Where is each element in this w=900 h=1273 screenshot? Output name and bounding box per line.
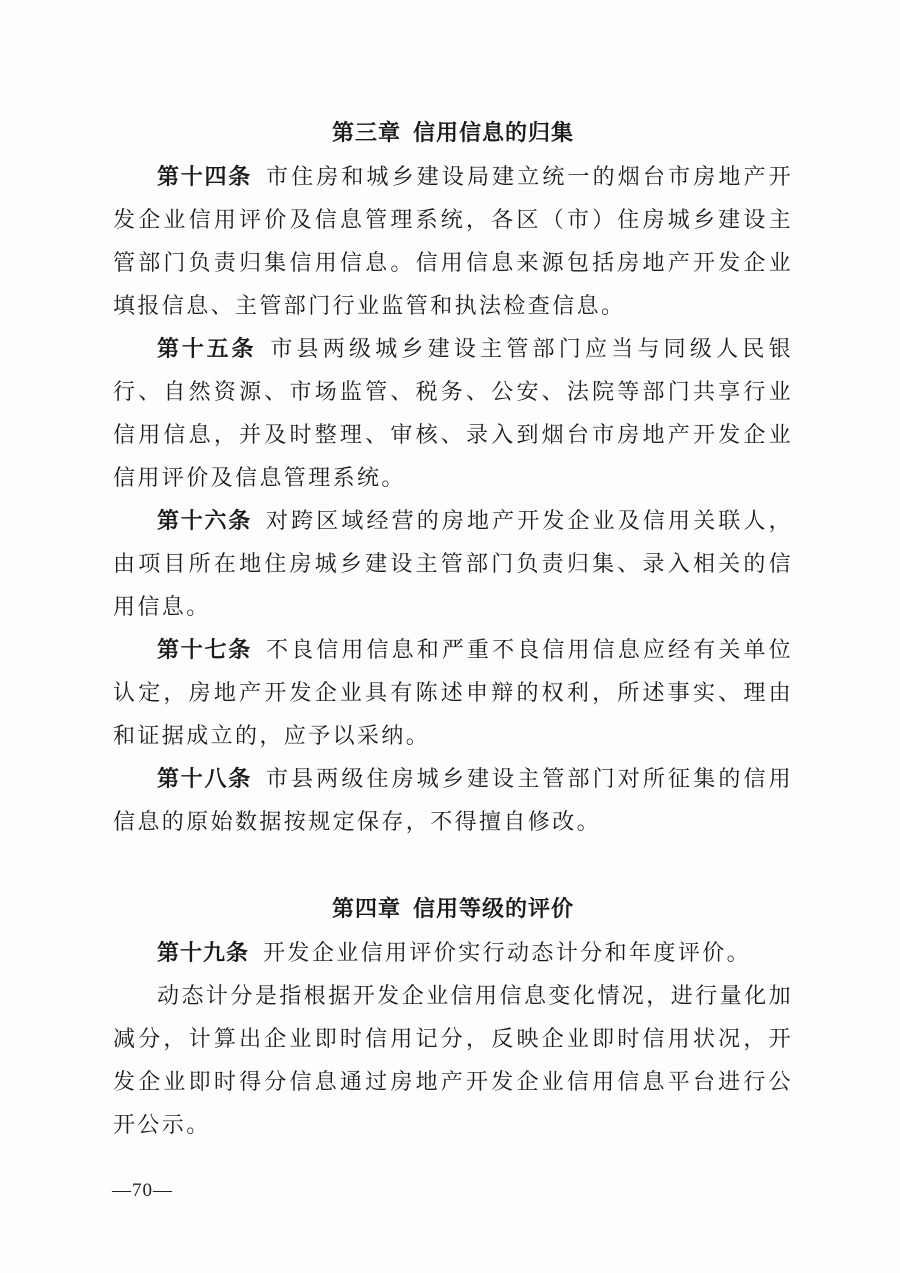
article-17 (113, 629, 793, 758)
article-16 (113, 500, 793, 629)
article-19-text: 开发企业信用评价实行动态计分和年度评价。 (263, 941, 752, 966)
dynamic-scoring-paragraph: 动态计分是指根据开发企业信用信息变化情况，进行量化加减分，计算出企业即时信用记分，反映企业即时信用状况，开发企业即时得分信息通过房地产开发企业信用信息平台进行公开公示。 (113, 984, 793, 1138)
chapter-4-title (113, 888, 793, 932)
article-15-label: 第十五条 (157, 337, 257, 362)
article-14-label: 第十四条 (157, 165, 252, 190)
page-number: —70— (112, 1180, 173, 1201)
article-19 (113, 932, 793, 975)
chapter-4-heading: 信用等级的评价 (413, 897, 575, 922)
article-18-label: 第十八条 (157, 767, 252, 792)
chapter-3-title (113, 112, 793, 156)
article-14 (113, 156, 793, 328)
chapter-spacer (113, 844, 793, 888)
article-19-label: 第十九条 (157, 941, 250, 966)
article-15-text: 市县两级城乡建设主管部门应当与同级人民银行、自然资源、市场监管、税务、公安、法院等部门共享行业信用信息，并及时整理、审核、录入到烟台市房地产开发企业信用评价及信息管理系统。 (113, 337, 793, 491)
chapter-3-number: 第三章 (331, 121, 401, 146)
article-17-text: 不良信用信息和严重不良信用信息应经有关单位认定，房地产开发企业具有陈述申辩的权利，所述事实、理由和证据成立的，应予以采纳。 (113, 638, 793, 749)
article-14-text: 市住房和城乡建设局建立统一的烟台市房地产开发企业信用评价及信息管理系统，各区（市）住房城乡建设主管部门负责归集信用信息。信用信息来源包括房地产开发企业填报信息、主管部门行业监管和执法检查信息。 (113, 165, 793, 319)
article-15 (113, 328, 793, 500)
article-17-label: 第十七条 (157, 638, 252, 663)
chapter-3-heading: 信用信息的归集 (413, 121, 575, 146)
article-18 (113, 758, 793, 844)
article-18-text: 市县两级住房城乡建设主管部门对所征集的信用信息的原始数据按规定保存，不得擅自修改。 (113, 767, 793, 835)
chapter-4-number: 第四章 (331, 897, 401, 922)
document-body (113, 112, 793, 1147)
article-16-label: 第十六条 (157, 509, 252, 534)
article-16-text: 对跨区域经营的房地产开发企业及信用关联人，由项目所在地住房城乡建设主管部门负责归集、录入相关的信用信息。 (113, 509, 793, 620)
